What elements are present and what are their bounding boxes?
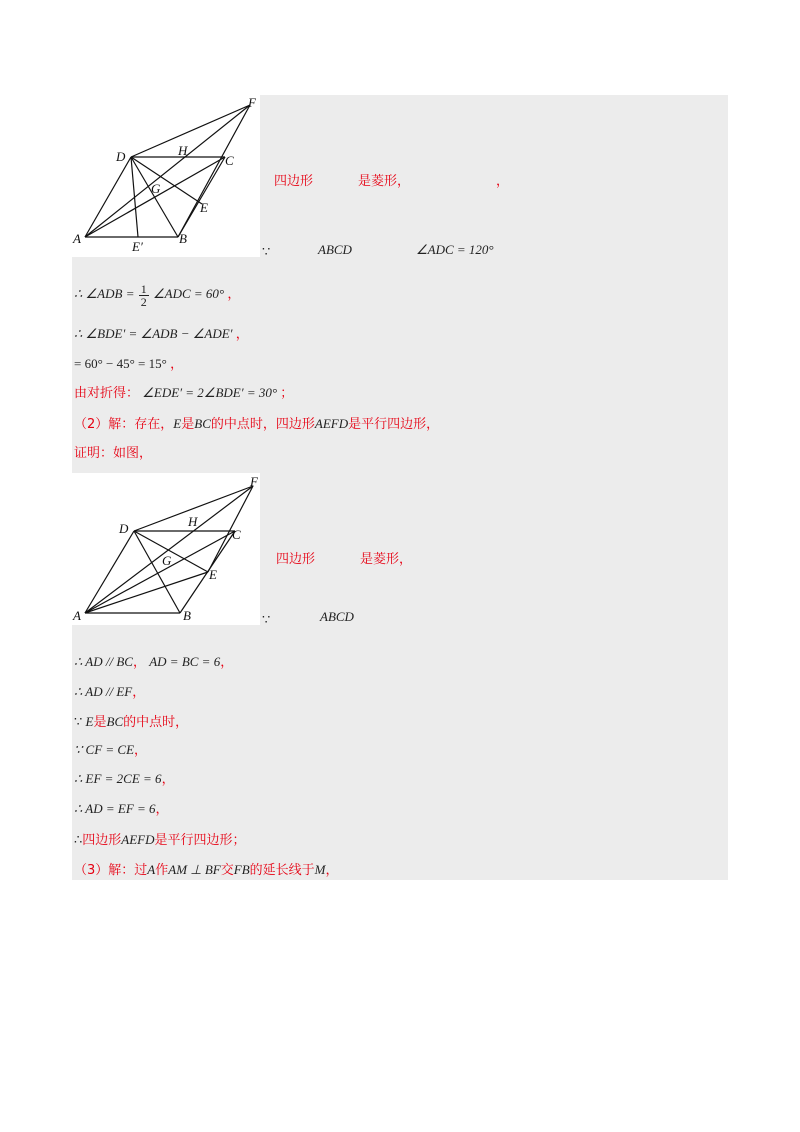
label-B: B [179, 231, 187, 246]
figure-2-svg [72, 473, 260, 625]
line13-bc: BC [106, 714, 124, 729]
line15 [74, 771, 175, 788]
figure-2-parallelogram [72, 473, 260, 625]
line18-extension: 的延长线于 [249, 863, 315, 878]
line8-proof: 证明：如图， [74, 446, 153, 461]
line17-quadrilateral: 四边形 [82, 833, 122, 848]
line18-end: ， [325, 863, 339, 878]
line16-comma: ， [155, 802, 169, 817]
label-E: E [209, 567, 217, 582]
line11 [74, 654, 233, 671]
line2-angle-adc: ∠ADC = 120° [416, 242, 494, 257]
line18-part3: （3）解：过 [74, 863, 148, 878]
line3-pre: ∴ ∠ADB = [74, 286, 135, 301]
label-E: E [200, 200, 208, 215]
line17 [74, 832, 246, 849]
label-F: F [248, 95, 256, 110]
line18-fb: FB [233, 862, 250, 877]
line10-because: ∵ [262, 612, 271, 627]
line4-comma: ， [235, 327, 249, 342]
line10-abcd: ABCD [320, 609, 354, 624]
line6-end: ； [280, 386, 294, 401]
line17-aefd: AEFD [121, 832, 155, 847]
line3 [74, 277, 240, 312]
line1-is-rhombus: 是菱形， [358, 174, 411, 189]
line9-is-rhombus: 是菱形， [360, 552, 413, 567]
line2-because: ∵ [262, 244, 271, 259]
label-E-prime: E′ [132, 239, 143, 254]
label-A: A [73, 231, 81, 246]
line6 [74, 385, 293, 402]
line5-math: = 60° − 45° = 15° [74, 356, 167, 371]
label-B: B [183, 608, 191, 623]
line1-comma: ， [496, 174, 510, 189]
line18-make: 作 [155, 863, 169, 878]
label-G: G [151, 181, 161, 196]
line12-comma: ， [132, 685, 146, 700]
label-G: G [162, 553, 172, 568]
line7-e: E [173, 416, 182, 431]
line13 [74, 714, 188, 731]
label-F: F [250, 474, 258, 489]
line2-abcd: ABCD [318, 242, 352, 257]
line13-rest: 的中点时， [123, 715, 189, 730]
line12 [74, 684, 145, 701]
line7-bc: BC [194, 416, 211, 431]
fraction-one-half [139, 283, 149, 308]
line7 [74, 416, 439, 433]
line4 [74, 326, 249, 343]
line16-math: ∴ AD = EF = 6 [74, 801, 156, 816]
label-H: H [188, 514, 198, 529]
line4-math: ∴ ∠BDE′ = ∠ADB − ∠ADE′ [74, 326, 233, 341]
line9-quadrilateral: 四边形 [276, 552, 316, 567]
label-D: D [119, 521, 129, 536]
line5 [74, 356, 183, 373]
line18-perp: AM ⊥ BF [168, 862, 221, 877]
line7-part2-exists: （2）解：存在， [74, 417, 174, 432]
line7-midpoint: 的中点时，四边形 [210, 417, 315, 432]
line14-comma: ， [134, 743, 148, 758]
label-D: D [116, 149, 126, 164]
line18 [74, 862, 339, 879]
line11-comma: ， [132, 655, 146, 670]
line17-therefore: ∴ [74, 832, 83, 847]
line15-math: ∴ EF = 2CE = 6 [74, 771, 162, 786]
line3-post: ∠ADC = 60° [152, 286, 225, 301]
line13-is: 是 [93, 715, 107, 730]
line15-comma: ， [161, 772, 175, 787]
line7-is: 是 [181, 417, 195, 432]
line5-comma: ， [170, 357, 184, 372]
line14-math: ∵ CF = CE [74, 742, 135, 757]
figure-1-svg [72, 95, 260, 257]
line18-intersect: 交 [220, 863, 234, 878]
line11-comma2: ， [220, 655, 234, 670]
line12-math: ∴ AD // EF [74, 684, 133, 699]
line17-parallelogram: 是平行四边形； [154, 833, 246, 848]
label-H: H [178, 143, 188, 158]
line7-parallelogram: 是平行四边形， [348, 417, 440, 432]
line7-aefd: AEFD [314, 416, 349, 431]
line3-comma: ， [227, 287, 241, 302]
line18-A: A [147, 862, 156, 877]
label-A: A [73, 608, 81, 623]
line6-math: ∠EDE′ = 2∠BDE′ = 30° [142, 385, 278, 400]
fraction-denominator: 2 [140, 294, 147, 309]
figure-1-rhombus [72, 95, 260, 257]
line1-quadrilateral: 四边形 [274, 174, 314, 189]
line11-equal: AD = BC = 6 [149, 654, 221, 669]
label-C: C [232, 527, 241, 542]
line14 [74, 742, 147, 759]
fraction-numerator: 1 [140, 281, 147, 296]
line6-text: 由对折得： [74, 386, 140, 401]
line16 [74, 801, 169, 818]
line18-M: M [314, 862, 326, 877]
label-C: C [225, 153, 234, 168]
line13-e: E [85, 714, 94, 729]
line13-because: ∵ [74, 714, 83, 729]
line11-parallel: ∴ AD // BC [74, 654, 133, 669]
